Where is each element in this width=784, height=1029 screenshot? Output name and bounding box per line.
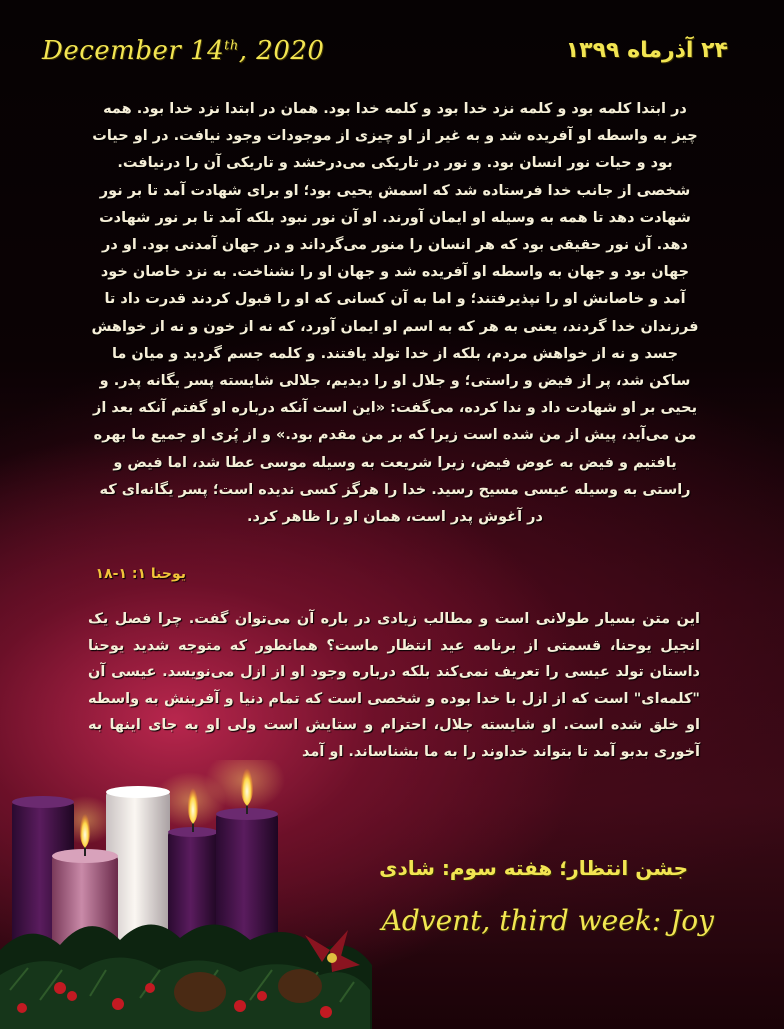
english-date (42, 36, 324, 66)
scripture-reference: یوحنا ۱: ۱-۱۸ (95, 566, 186, 582)
scripture-passage: در ابتدا کلمه بود و کلمه نزد خدا بود و کلمه خدا بود. همان در ابتدا نزد خدا بود. همه چیز به واسطه او آفریده شد و به غیر از او چیزی از موجودات وجود نیافت. در او حیات بود و حیات نور انسان بود. و نور در تاریکی می‌درخشد و تاریکی آن را درنیافت. شخصی از جانب خدا فرستاده شد که اسمش یحیی بود؛ او برای شهادت آمد تا بر نور شهادت دهد تا همه به وسیله او ایمان آورند. او آن نور نبود بلکه آمد تا بر نور شهادت دهد. آن نور حقیقی بود که هر انسان را منور می‌گرداند و در جهان آمدنی بود. او در جهان بود و جهان به واسطه او آفریده شد و جهان او را نشناخت. به نزد خاصان خود آمد و خاصانش او را نپذیرفتند؛ و اما به آن کسانی که او را قبول کردند قدرت داد تا فرزندان خدا گردند، یعنی به هر که به اسم او ایمان آورد، که نه از خون و نه از خواهش جسد و نه از خواهش مردم، بلکه از خدا تولد یافتند. و کلمه جسم گردید و میان ما ساکن شد، پر از فیض و راستی؛ و جلال او را دیدیم، جلالی شایسته پسر یگانه پدر. و یحیی بر او شهادت داد و ندا کرده، می‌گفت: «این است آنکه درباره او گفتم آنکه بعد از من می‌آید، پیش از من شده است زیرا که بر من مقدم بود.» و از پُری او جمیع ما بهره یافتیم و فیض به عوض فیض، زیرا شریعت به وسیله موسی عطا شد، اما فیض و راستی به وسیله عیسی مسیح رسید. خدا را هرگز کسی ندیده است؛ پسر یگانه‌ای که در آغوش پدر است، همان او را ظاهر کرد. (91, 101, 699, 526)
english-date-main: December 14 (42, 36, 225, 66)
english-date-year: , 2020 (238, 36, 325, 66)
persian-date: ۲۴ آذرماه ۱۳۹۹ (565, 38, 728, 63)
english-date-ordinal: th (224, 38, 239, 54)
advent-candles-wreath-image (0, 760, 784, 1029)
advent-week-english: Advent, third week: Joy (381, 904, 714, 937)
advent-week-persian: جشن انتظار؛ هفته سوم: شادی (379, 856, 688, 880)
commentary-paragraph: این متن بسیار طولانی است و مطالب زیادی در باره آن می‌توان گفت. چرا فصل یک انجیل یوحنا، قسمتی از برنامه عید انتظار ماست؟ همانطور که متوجه شدید یوحنا داستان تولد عیسی را تعریف نمی‌کند بلکه درباره وجود او از ازل می‌نویسد. عیسی آن "کلمه‌ای" است که از ازل با خدا بوده و شخصی است که تمام دنیا و آفرینش به واسطه او خلق شده است. او شایسته جلال، احترام و ستایش است ولی او به جای اینها به آخوری بدبو آمد تا بتواند خداوند را به ما بشناساند. او آمد (88, 611, 700, 760)
